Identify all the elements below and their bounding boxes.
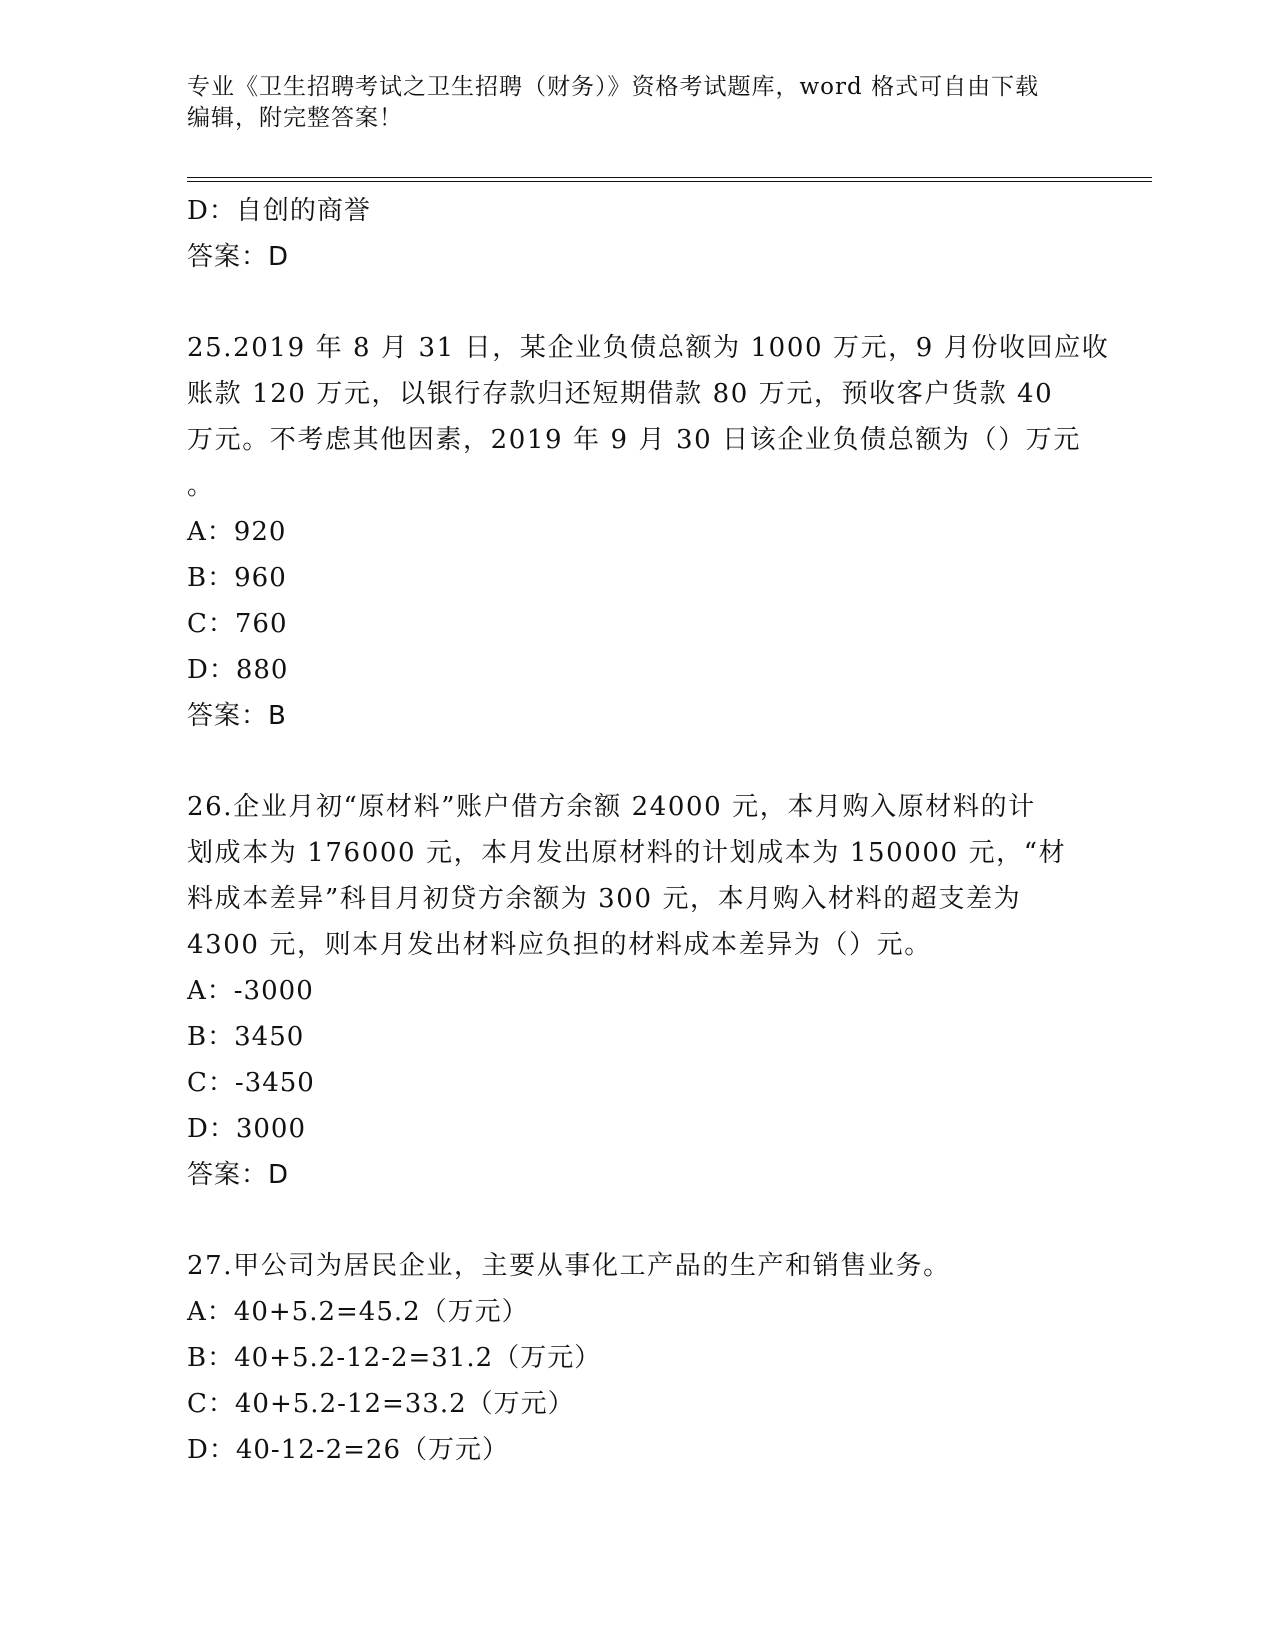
- q25-stem-line-1: 25.2019 年 8 月 31 日，某企业负债总额为 1000 万元，9 月份收回应收: [187, 333, 1110, 363]
- question-25: [187, 325, 1110, 739]
- q25-option-c: C：760: [187, 609, 288, 639]
- q27-option-c: C：40+5.2-12=33.2（万元）: [187, 1389, 575, 1419]
- q26-option-d: D：3000: [187, 1114, 307, 1144]
- q25-option-b: B：960: [187, 563, 287, 593]
- q25-stem-line-2: 账款 120 万元，以银行存款归还短期借款 80 万元，预收客户货款 40: [187, 379, 1054, 409]
- q24-answer: 答案：D: [187, 242, 290, 272]
- q25-stem-line-3: 万元。不考虑其他因素，2019 年 9 月 30 日该企业负债总额为（）万元: [187, 425, 1081, 455]
- header-divider-bottom: [187, 181, 1152, 182]
- spacer: [187, 280, 1087, 325]
- question-content: [187, 188, 1110, 1473]
- q26-answer: 答案：D: [187, 1160, 290, 1190]
- question-26: [187, 784, 1087, 1198]
- q27-option-b: B：40+5.2-12-2=31.2（万元）: [187, 1343, 602, 1373]
- q26-stem-line-2: 划成本为 176000 元，本月发出原材料的计划成本为 150000 元，“材: [187, 838, 1067, 868]
- q24-option-d: D：自创的商誉: [187, 196, 371, 226]
- spacer: [187, 1198, 1087, 1243]
- q26-stem-line-3: 料成本差异”科目月初贷方余额为 300 元，本月购入材料的超支差为: [187, 884, 1022, 914]
- spacer: [187, 739, 1087, 784]
- q27-stem-line-1: 27.甲公司为居民企业，主要从事化工产品的生产和销售业务。: [187, 1251, 951, 1281]
- q26-option-b: B：3450: [187, 1022, 305, 1052]
- document-header: [187, 72, 1087, 134]
- q26-stem-line-4: 4300 元，则本月发出材料应负担的材料成本差异为（）元。: [187, 930, 932, 960]
- q26-option-c: C：-3450: [187, 1068, 315, 1098]
- header-line-2: 编辑，附完整答案！: [187, 105, 403, 131]
- question-27: [187, 1243, 1087, 1473]
- header-divider-top: [187, 177, 1152, 178]
- q26-option-a: A：-3000: [187, 976, 314, 1006]
- q25-answer: 答案：B: [187, 701, 287, 731]
- q27-option-d: D：40-12-2=26（万元）: [187, 1435, 509, 1465]
- q26-stem-line-1: 26.企业月初“原材料”账户借方余额 24000 元，本月购入原材料的计: [187, 792, 1036, 822]
- q25-stem-line-4: 。: [187, 471, 215, 501]
- q27-option-a: A：40+5.2=45.2（万元）: [187, 1297, 529, 1327]
- header-line-1: 专业《卫生招聘考试之卫生招聘（财务）》资格考试题库，word 格式可自由下载: [187, 74, 1040, 100]
- q25-option-d: D：880: [187, 655, 289, 685]
- q25-option-a: A：920: [187, 517, 287, 547]
